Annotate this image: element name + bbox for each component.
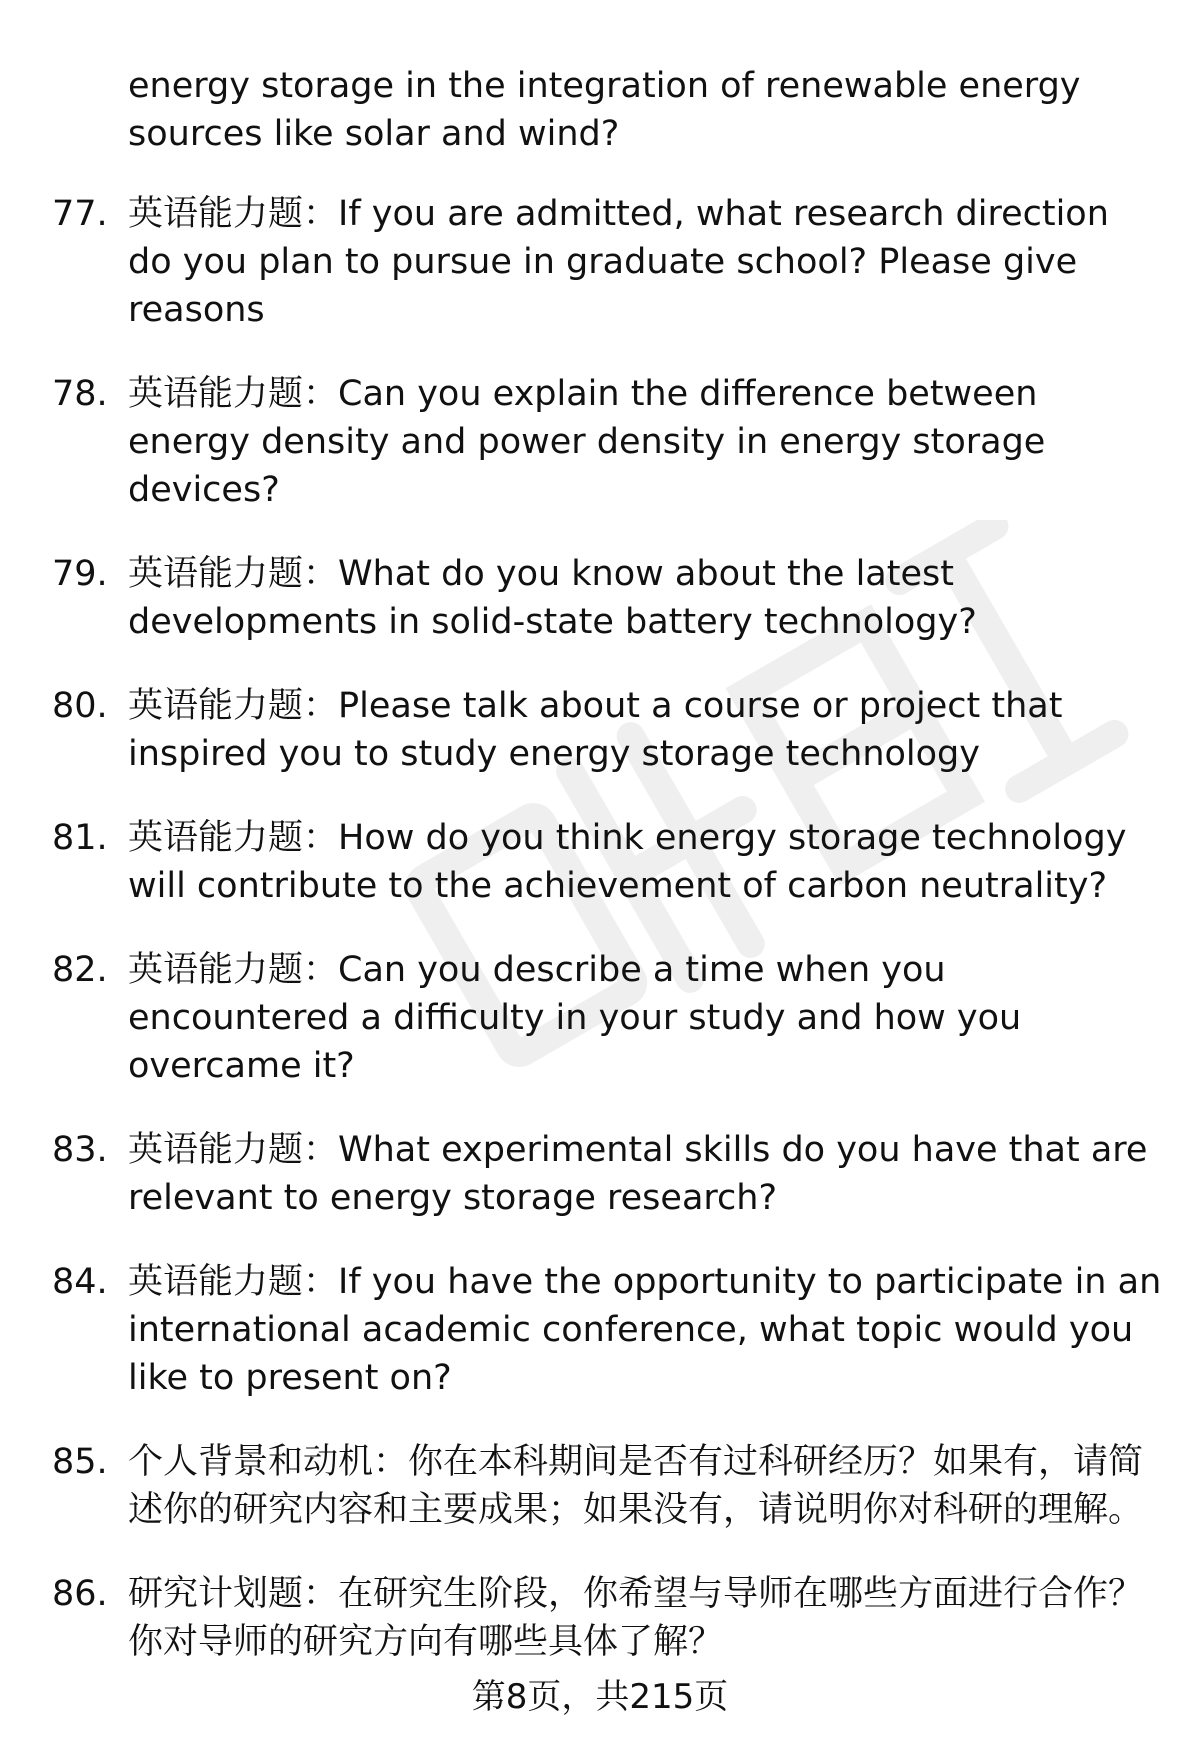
question-category: 个人背景和动机： bbox=[128, 1442, 409, 1482]
list-item bbox=[52, 1438, 1162, 1534]
list-item bbox=[52, 550, 1162, 646]
question-category: 英语能力题： bbox=[128, 194, 339, 234]
question-text: 你在本科期间是否有过科研经历？如果有，请简述你的研究内容和主要成果；如果没有，请说明你对科研的理解。 bbox=[128, 1442, 1144, 1530]
question-number: 79. bbox=[52, 554, 108, 594]
question-text: What do you know about the latest developments in solid-state battery technology? bbox=[128, 554, 977, 642]
question-text: Please talk about a course or project that inspired you to study energy storage technology bbox=[128, 686, 1063, 774]
question-text: What experimental skills do you have that are relevant to energy storage research? bbox=[128, 1130, 1148, 1218]
question-number: 86. bbox=[52, 1574, 108, 1614]
list-item bbox=[52, 946, 1162, 1090]
question-number: 77. bbox=[52, 194, 108, 234]
question-number: 81. bbox=[52, 818, 108, 858]
question-number: 80. bbox=[52, 686, 108, 726]
question-number: 85. bbox=[52, 1442, 108, 1482]
page-indicator: 第8页，共215页 bbox=[471, 1677, 729, 1717]
question-category: 英语能力题： bbox=[128, 554, 339, 594]
question-text: Can you explain the difference between energy density and power density in energy storage devices? bbox=[128, 374, 1046, 510]
list-item bbox=[52, 1570, 1162, 1666]
question-category: 英语能力题： bbox=[128, 818, 339, 858]
list-item bbox=[52, 1258, 1162, 1402]
question-category: 英语能力题： bbox=[128, 950, 339, 990]
question-text: If you are admitted, what research direction do you plan to pursue in graduate school? Please give reasons bbox=[128, 194, 1109, 330]
question-category: 英语能力题： bbox=[128, 374, 339, 414]
question-number: 83. bbox=[52, 1130, 108, 1170]
question-category: 研究计划题： bbox=[128, 1574, 339, 1614]
question-category: 英语能力题： bbox=[128, 1262, 339, 1302]
question-text: If you have the opportunity to participate in an international academic conference, what topic would you like to present on? bbox=[128, 1262, 1162, 1398]
question-number: 78. bbox=[52, 374, 108, 414]
list-item bbox=[52, 814, 1162, 910]
question-number: 82. bbox=[52, 950, 108, 990]
question-text: Can you describe a time when you encountered a difficulty in your study and how you overcame it? bbox=[128, 950, 1022, 1086]
continued-question-text: energy storage in the integration of renewable energy sources like solar and wind? bbox=[128, 66, 1081, 154]
list-item bbox=[52, 1126, 1162, 1222]
question-text: 在研究生阶段，你希望与导师在哪些方面进行合作？你对导师的研究方向有哪些具体了解？ bbox=[128, 1574, 1144, 1662]
question-category: 英语能力题： bbox=[128, 1130, 339, 1170]
question-number: 84. bbox=[52, 1262, 108, 1302]
list-item bbox=[52, 190, 1162, 334]
list-item bbox=[52, 682, 1162, 778]
question-list bbox=[52, 190, 1162, 1702]
list-item bbox=[52, 370, 1162, 514]
question-text: How do you think energy storage technology will contribute to the achievement of carbon neutrality? bbox=[128, 818, 1127, 906]
question-category: 英语能力题： bbox=[128, 686, 339, 726]
